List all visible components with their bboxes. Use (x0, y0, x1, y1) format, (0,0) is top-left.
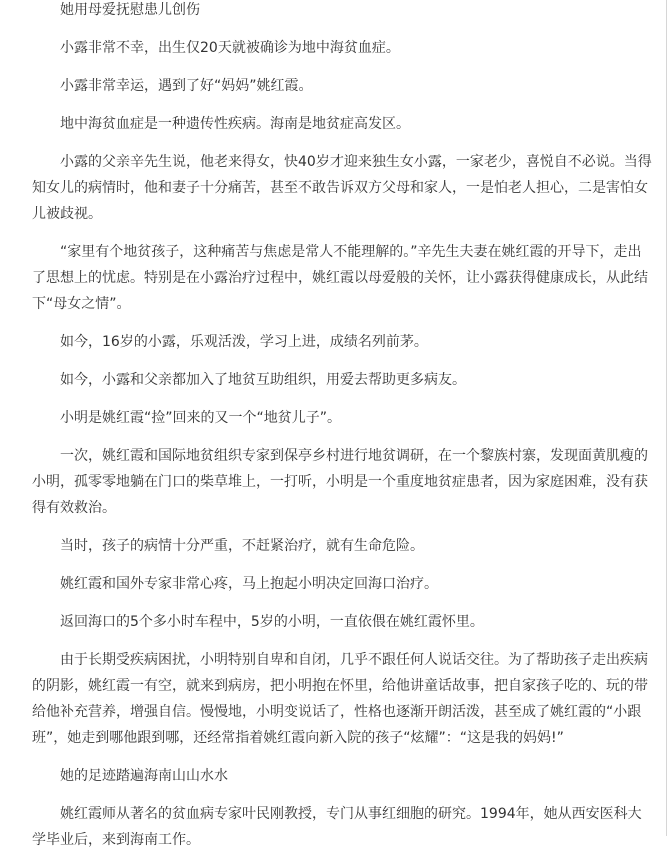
article-paragraph: 一次，姚红霞和国际地贫组织专家到保亭乡村进行地贫调研，在一个黎族村寨，发现面黄肌瘦的小明，孤零零地躺在门口的柴草堆上，一打听，小明是一个重度地贫症患者，因为家庭困难，没有获得有效救治。 (32, 448, 648, 516)
article-paragraph: 姚红霞师从著名的贫血病专家叶民刚教授，专门从事红细胞的研究。1994年，她从西安医科大学毕业后，来到海南工作。 (32, 806, 642, 848)
article-paragraph: 如今，16岁的小露，乐观活泼，学习上进，成绩名列前茅。 (60, 334, 428, 350)
article-paragraph: “家里有个地贫孩子，这种痛苦与焦虑是常人不能理解的。”辛先生夫妻在姚红霞的开导下，走出了思想上的忧虑。特别是在小露治疗过程中，姚红霞以母爱般的关怀，让小露获得健康成长，从此结下“母女之情”。 (32, 244, 648, 312)
article-paragraph: 由于长期受疾病困扰，小明特别自卑和自闭，几乎不跟任何人说话交往。为了帮助孩子走出疾病的阴影，姚红霞一有空，就来到病房，把小明抱在怀里，给他讲童话故事，把自家孩子吃的、玩的带给他补充营养，增强自信。慢慢地，小明变说话了，性格也逐渐开朗活泼，甚至成了姚红霞的“小跟班”，她走到哪他跟到哪，还经常指着姚红霞向新入院的孩子“炫耀”：“这是我的妈妈!” (32, 652, 648, 746)
article-paragraph: 小明是姚红霞“捡”回来的又一个“地贫儿子”。 (60, 410, 342, 426)
article-paragraph: 小露非常不幸，出生仅20天就被确诊为地中海贫血症。 (60, 40, 400, 56)
article-paragraph: 小露的父亲辛先生说，他老来得女，快40岁才迎来独生女小露，一家老少，喜悦自不必说。当得知女儿的病情时，他和妻子十分痛苦，甚至不敢告诉双方父母和家人，一是怕老人担心，二是害怕女儿被歧视。 (32, 154, 652, 222)
article-paragraph: 返回海口的5个多小时车程中，5岁的小明，一直依偎在姚红霞怀里。 (60, 614, 484, 630)
section-heading: 她用母爱抚慰患儿创伤 (60, 2, 200, 18)
article-paragraph: 当时，孩子的病情十分严重，不赶紧治疗，就有生命危险。 (60, 538, 424, 554)
article-paragraph: 姚红霞和国外专家非常心疼，马上抱起小明决定回海口治疗。 (60, 576, 438, 592)
article-paragraph: 地中海贫血症是一种遗传性疾病。海南是地贫症高发区。 (60, 116, 410, 132)
article-paragraph: 小露非常幸运，遇到了好“妈妈”姚红霞。 (60, 78, 313, 94)
section-heading: 她的足迹踏遍海南山山水水 (60, 768, 228, 784)
article-paragraph: 如今，小露和父亲都加入了地贫互助组织，用爱去帮助更多病友。 (60, 372, 466, 388)
